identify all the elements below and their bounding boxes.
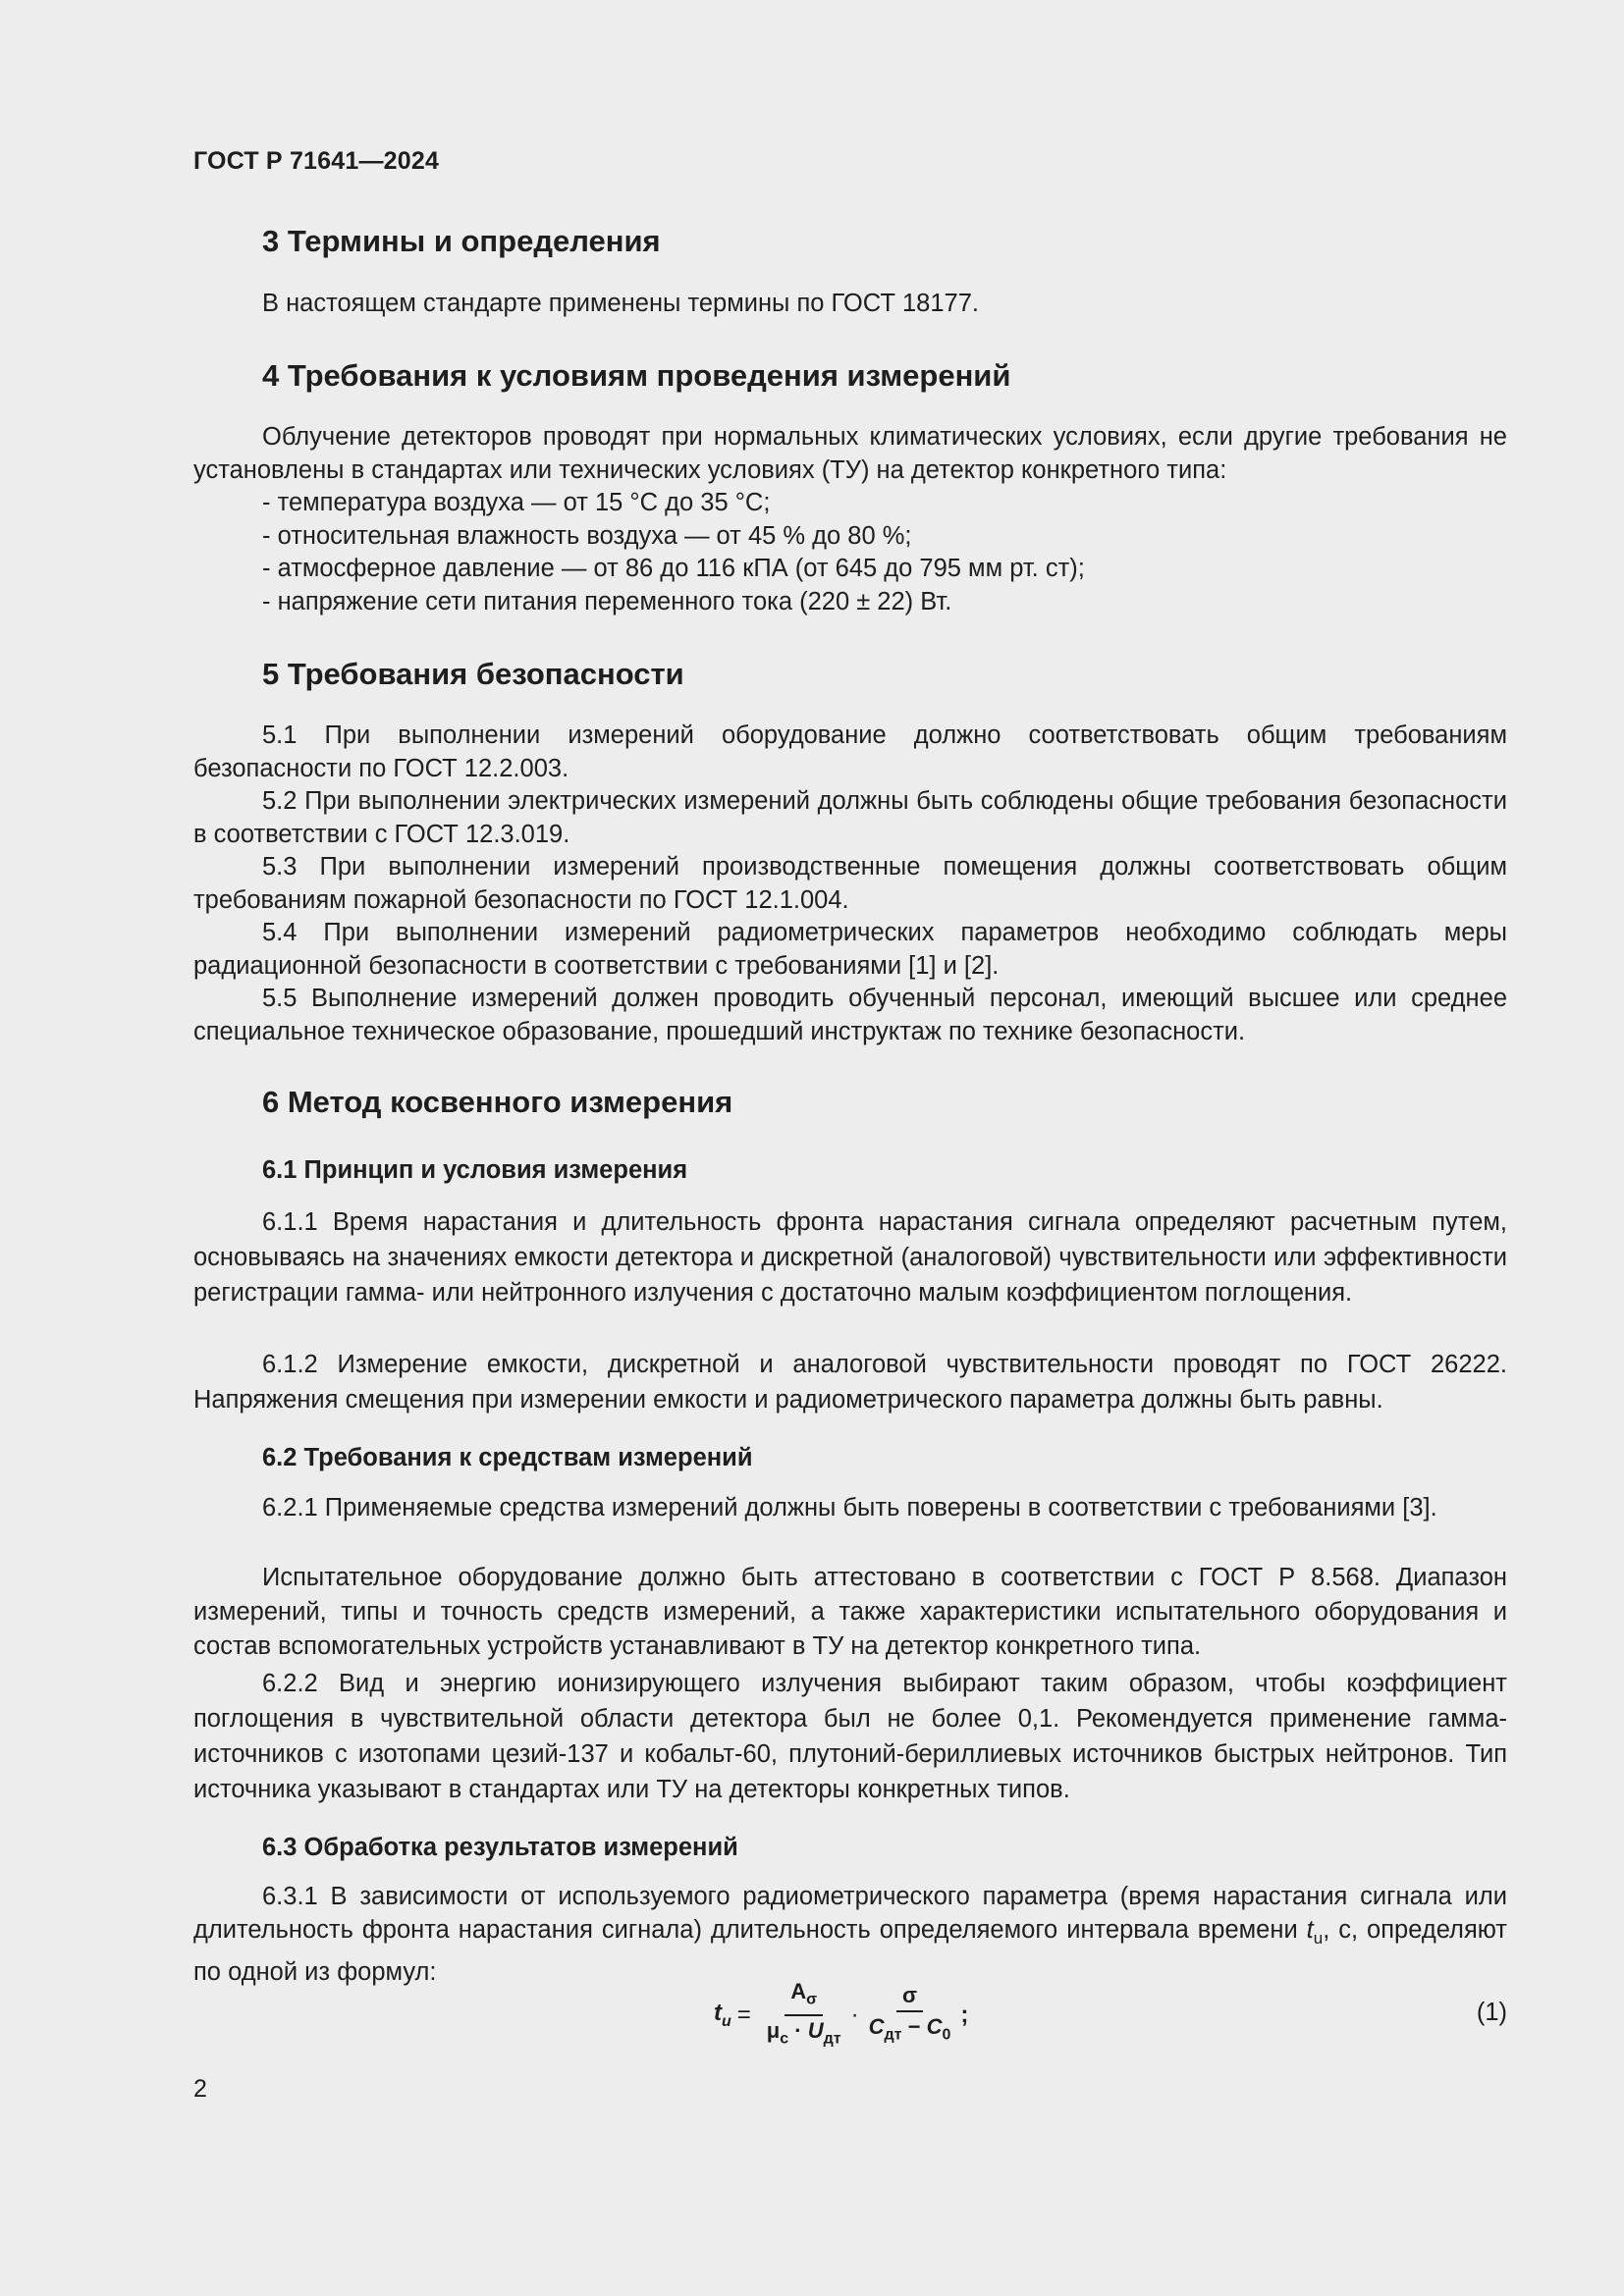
section-3-title: 3 Термины и определения [262,224,661,258]
document-id-header: ГОСТ Р 71641—2024 [193,147,440,175]
section-4-title: 4 Требования к условиям проведения измерений [262,358,1011,393]
clause-6-3-1-text-b: , с, определяют по одной из формул: [193,1916,1507,1987]
fraction-2-denominator: $C_{дт} - C_0$ [868,2013,951,2044]
subsection-6-2-title: 6.2 Требования к средствам измерений [262,1444,753,1471]
subsection-6-3-title: 6.3 Обработка результатов измерений [262,1834,738,1861]
clause-5-2: 5.2 При выполнении электрических измерений должны быть соблюдены общие требования безопасности в соответствии с ГОСТ 12.3.019. [193,787,1507,848]
condition-temperature: - температура воздуха — от 15 °С до 35 °С; [262,489,771,516]
formula-fraction-2 [863,1983,957,2048]
clause-6-2-1-equipment: Испытательное оборудование должно быть аттестовано в соответствии с ГОСТ Р 8.568. Диапазон измерений, типы и точность средств измерений, а также характеристики испытательного оборудования и состав вспомогательных устройств устанавливают в ТУ на детектор конкретного типа. [193,1564,1507,1660]
clause-6-2-2: 6.2.2 Вид и энергию ионизирующего излучения выбирают таким образом, чтобы коэффициент поглощения в чувствительной области детектора был не более 0,1. Рекомендуется применение гамма-источников с изотопами цезий-137 и кобальт-60, плутоний-бериллиевых источников быстрых нейтронов. Тип источника указывают в стандартах или ТУ на детекторы конкретных типов. [193,1670,1507,1803]
condition-pressure: - атмосферное давление — от 86 до 116 кПА (от 645 до 795 мм рт. ст); [262,555,1085,582]
page-number: 2 [193,2075,207,2103]
clause-5-1: 5.1 При выполнении измерений оборудование должно соответствовать общим требованиям безопасности по ГОСТ 12.2.003. [193,721,1507,782]
clause-5-5: 5.5 Выполнение измерений должен проводить обученный персонал, имеющий высшее или среднее специальное техническое образование, прошедший инструктаж по технике безопасности. [193,985,1507,1045]
condition-humidity: - относительная влажность воздуха — от 45 % до 80 %; [262,522,912,550]
time-interval-symbol: t [1306,1916,1314,1944]
clause-5-3: 5.3 При выполнении измерений производственные помещения должны соответствовать общим требованиям пожарной безопасности по ГОСТ 12.1.004. [193,853,1507,914]
formula-equals: = [736,2002,751,2028]
formula-fraction-1 [761,1979,847,2053]
clause-5-4: 5.4 При выполнении измерений радиометрических параметров необходимо соблюдать меры радиационной безопасности в соответствии с требованиями [1] и [2]. [193,919,1507,980]
section-5-title: 5 Требования безопасности [262,657,684,691]
fraction-1-numerator: $A_\sigma$ [785,1979,823,2016]
clause-6-3-1-text-a: 6.3.1 В зависимости от используемого радиометрического параметра (время нарастания сигнала или длительность фронта нарастания сигнала) длительность определяемого интервала времени [193,1883,1507,1944]
fraction-1-denominator: $\mu_с \cdot U_{дт}$ [766,2018,841,2048]
equation-number: (1) [1476,1999,1507,2026]
section-6-title: 6 Метод косвенного измерения [262,1085,733,1119]
formula-lhs: $t_u$ [714,2000,731,2030]
formula-multiply-dot: · [850,2002,859,2028]
clause-6-3-1 [193,1880,1507,1989]
formula-1 [714,1978,969,2050]
section-3-paragraph: В настоящем стандарте применены термины по ГОСТ 18177. [262,290,979,317]
fraction-2-numerator: σ [896,1983,923,2012]
clause-6-1-1: 6.1.1 Время нарастания и длительность фронта нарастания сигнала определяют расчетным путем, основываясь на значениях емкости детектора и дискретной (аналоговой) чувствительности или эффективности регистрации гамма- или нейтронного излучения с достаточно малым коэффициентом поглощения. [193,1208,1507,1307]
subsection-6-1-title: 6.1 Принцип и условия измерения [262,1156,688,1184]
section-4-paragraph: Облучение детекторов проводят при нормальных климатических условиях, если другие требования не установлены в стандартах или технических условиях (ТУ) на детектор конкретного типа: [193,423,1507,484]
time-interval-subscript: u [1313,1929,1324,1949]
clause-6-2-1: 6.2.1 Применяемые средства измерений должны быть поверены в соответствии с требованиями [3]. [262,1494,1437,1522]
condition-voltage: - напряжение сети питания переменного тока (220 ± 22) Вт. [262,588,952,615]
clause-6-1-2: 6.1.2 Измерение емкости, дискретной и аналоговой чувствительности проводят по ГОСТ 26222. Напряжения смещения при измерении емкости и радиометрического параметра должны быть равны. [193,1351,1507,1414]
formula-semicolon: ; [960,2002,969,2028]
